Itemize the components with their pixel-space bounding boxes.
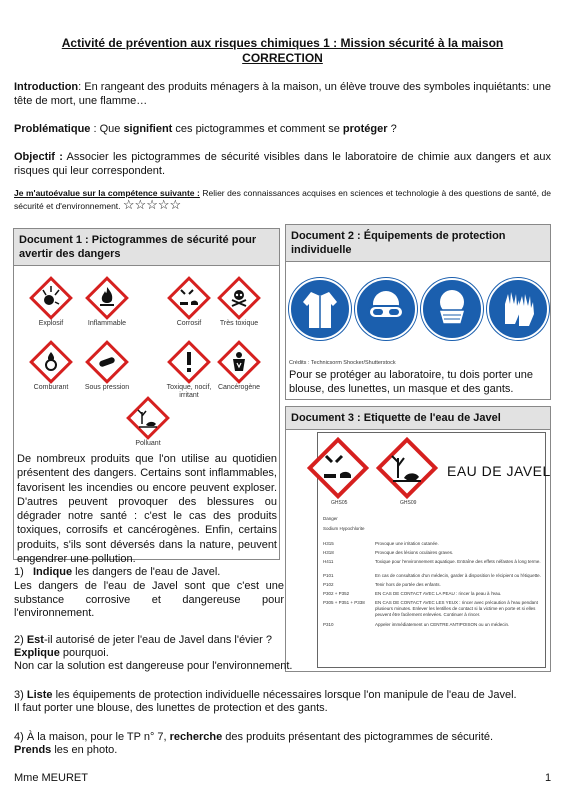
- problematique-text-1: : Que: [93, 123, 121, 135]
- intro-text: : En rangeant des produits ménagers à la maison, un élève trouve des symboles inquiétants: une tête de mort, une flamme…: [14, 81, 551, 107]
- ghs05-code: GHS05: [331, 500, 348, 506]
- autoeval-label: Je m'autoévalue sur la compétence suivante :: [14, 188, 200, 198]
- intro-paragraph: [14, 80, 551, 108]
- question-2: [14, 634, 551, 648]
- question-number: 3): [14, 689, 24, 701]
- product-name: EAU DE JAVEL: [447, 463, 551, 479]
- document-2-text: Pour se protéger au laboratoire, tu dois porter une blouse, des lunettes, un masque et des gants.: [289, 369, 533, 395]
- pictogram-label: Sous pression: [84, 384, 130, 391]
- flame-icon: [85, 276, 129, 320]
- autoeval-text: Relier des connaissances acquises en sciences et technologie à des questions de santé, de sécurité et d'environnement.: [14, 188, 552, 211]
- skull-icon: [217, 276, 261, 320]
- ghs09-environment-icon: [375, 436, 439, 500]
- question-verb: Est: [26, 634, 44, 646]
- question-verb: Liste: [26, 689, 53, 701]
- pictogram-label: Comburant: [33, 384, 69, 391]
- pictogram-label: Toxique, nocif, irritant: [166, 384, 212, 399]
- label-code: H318: [323, 550, 334, 555]
- problematique-text-2: ces pictogrammes et comment se: [175, 123, 340, 135]
- mask-icon: [421, 278, 483, 340]
- question-3: [14, 689, 551, 703]
- pictogram-label: Polluant: [135, 440, 161, 447]
- label-statement: Provoque une irritation cutanée.: [375, 541, 439, 546]
- label-statement: Toxique pour l'environnement aquatique. Entraîne des effets néfastes à long terme.: [375, 559, 541, 564]
- rating-stars[interactable]: ☆☆☆☆☆: [122, 197, 182, 212]
- question-text: les dangers de l'eau de Javel.: [75, 566, 221, 578]
- label-signal-word: Danger: [323, 516, 338, 521]
- label-code: H411: [323, 559, 334, 564]
- question-4: [14, 731, 551, 745]
- label-statement: Tenir hors de portée des enfants.: [375, 582, 441, 587]
- label-code: P305 + P351 + P338: [323, 600, 365, 605]
- answer-1: Les dangers de l'eau de Javel sont que c'est une substance corrosive et dangereuse pour l'environnement.: [14, 580, 284, 619]
- objectif-text: Associer les pictogrammes de sécurité visibles dans le laboratoire de chimie aux dangers et aux risques qui leur correspondent.: [14, 151, 552, 177]
- gloves-icon: [487, 278, 549, 340]
- answer-2: Non car la solution est dangereuse pour l'environnement.: [14, 660, 293, 672]
- label-statement: EN CAS DE CONTACT AVEC LES YEUX : rincer avec précaution à l'eau pendant plusieurs minutes. Enlever les lentilles de contact si la victime en porte et si elles peuvent être facilement enlevées. Continuer à rincer.: [375, 600, 538, 617]
- pictogram-label: Explosif: [38, 320, 64, 327]
- goggles-icon: [355, 278, 417, 340]
- label-code: P302 + P352: [323, 591, 350, 596]
- label-substance: Sodium Hypochlorite: [323, 526, 365, 531]
- label-code: P310: [323, 622, 334, 627]
- document-2-title: Document 2 : Équipements de protection individuelle: [286, 225, 550, 262]
- label-statement: EN CAS DE CONTACT AVEC LA PEAU : rincer la peau à l'eau.: [375, 591, 502, 596]
- lab-coat-icon: [289, 278, 351, 340]
- question-2-line-2: [14, 647, 551, 661]
- oxidizer-icon: [29, 340, 73, 384]
- ppe-icon-row: [289, 278, 549, 348]
- page-title: Activité de prévention aux risques chimiques 1 : Mission sécurité à la maison: [61, 36, 504, 50]
- page-subtitle: CORRECTION: [242, 51, 323, 65]
- label-code: P102: [323, 582, 334, 587]
- document-1-title: Document 1 : Pictogrammes de sécurité pour avertir des dangers: [14, 229, 279, 266]
- answer-3: Il faut porter une blouse, des lunettes de protection et des gants.: [14, 702, 328, 714]
- pictogram-label: Très toxique: [219, 320, 259, 327]
- problematique-label: Problématique: [14, 123, 91, 135]
- question-verb: Indique: [32, 566, 73, 578]
- page-number: 1: [545, 772, 552, 784]
- question-1: [14, 566, 551, 580]
- question-text: -il autorisé de jeter l'eau de Javel dans l'évier ?: [43, 634, 272, 646]
- label-code: H315: [323, 541, 334, 546]
- document-3-title: Document 3 : Etiquette de l'eau de Javel: [286, 407, 550, 430]
- objectif-label: Objectif :: [14, 151, 63, 163]
- question-4-line-2: [14, 744, 551, 758]
- question-text: les en photo.: [54, 744, 118, 756]
- question-number: 4): [14, 731, 24, 743]
- question-number: 2): [14, 634, 24, 646]
- objectif-paragraph: [14, 150, 551, 178]
- question-text: des produits présentant des pictogrammes de sécurité.: [225, 731, 494, 743]
- explosive-icon: [29, 276, 73, 320]
- pictogram-label: Inflammable: [87, 320, 127, 327]
- pictogram-explosif: [20, 276, 82, 328]
- label-statement: Provoque des lésions oculaires graves.: [375, 550, 454, 555]
- question-text: pourquoi.: [62, 647, 109, 659]
- question-verb: Explique: [14, 647, 60, 659]
- corrosive-icon: [167, 276, 211, 320]
- environment-icon: [126, 396, 170, 440]
- gas-cylinder-icon: [85, 340, 129, 384]
- pictogram-label: Corrosif: [176, 320, 202, 327]
- pictogram-cancerogene: [208, 340, 270, 392]
- pictogram-inflammable: [76, 276, 138, 328]
- health-hazard-icon: [217, 340, 261, 384]
- exclamation-icon: [167, 340, 211, 384]
- problematique-bold-2: protéger: [342, 123, 388, 135]
- pictogram-comburant: [20, 340, 82, 392]
- label-statement: Appeler immédiatement un CENTRE ANTIPOISON ou un médecin.: [375, 622, 510, 627]
- question-text: À la maison, pour le TP n° 7,: [26, 731, 167, 743]
- problematique-paragraph: [14, 122, 551, 136]
- image-credit: Crédits : Technicsorm Shocker/Shutterstock: [289, 360, 396, 366]
- footer-author: Mme MEURET: [14, 772, 88, 784]
- document-1-text: De nombreux produits que l'on utilise au quotidien présentent des dangers. Certains sont inflammables, favorisent les incendies ou encore peuvent exploser. D'autres peuvent provoquer des blessures ou dégrader notre santé : c'est le cas des produits toxiques, corrosifs et cancérogènes. Enfin, certains produits, s'ils sont déversés dans la nature, peuvent engendrer une pollution.: [17, 453, 277, 566]
- label-statement: En cas de consultation d'un médecin, garder à disposition le récipient ou l'étiquette.: [375, 573, 541, 578]
- pictogram-tres-toxique: [208, 276, 270, 328]
- pictogram-polluant: [117, 396, 179, 448]
- problematique-bold-1: signifient: [123, 123, 173, 135]
- question-number: 1): [14, 566, 24, 578]
- label-code: P101: [323, 573, 334, 578]
- problematique-text-3: ?: [390, 123, 397, 135]
- pictogram-label: Cancérogène: [217, 384, 261, 391]
- question-verb: Prends: [14, 744, 52, 756]
- question-text: les équipements de protection individuelle nécessaires lorsque l'on manipule de l'eau de Javel.: [55, 689, 517, 701]
- ghs09-code: GHS09: [400, 500, 417, 506]
- question-verb: recherche: [169, 731, 223, 743]
- intro-label: Introduction: [14, 81, 79, 93]
- pictogram-sous-pression: [76, 340, 138, 392]
- autoeval-paragraph: [14, 187, 551, 212]
- ghs05-corrosive-icon: [306, 436, 370, 500]
